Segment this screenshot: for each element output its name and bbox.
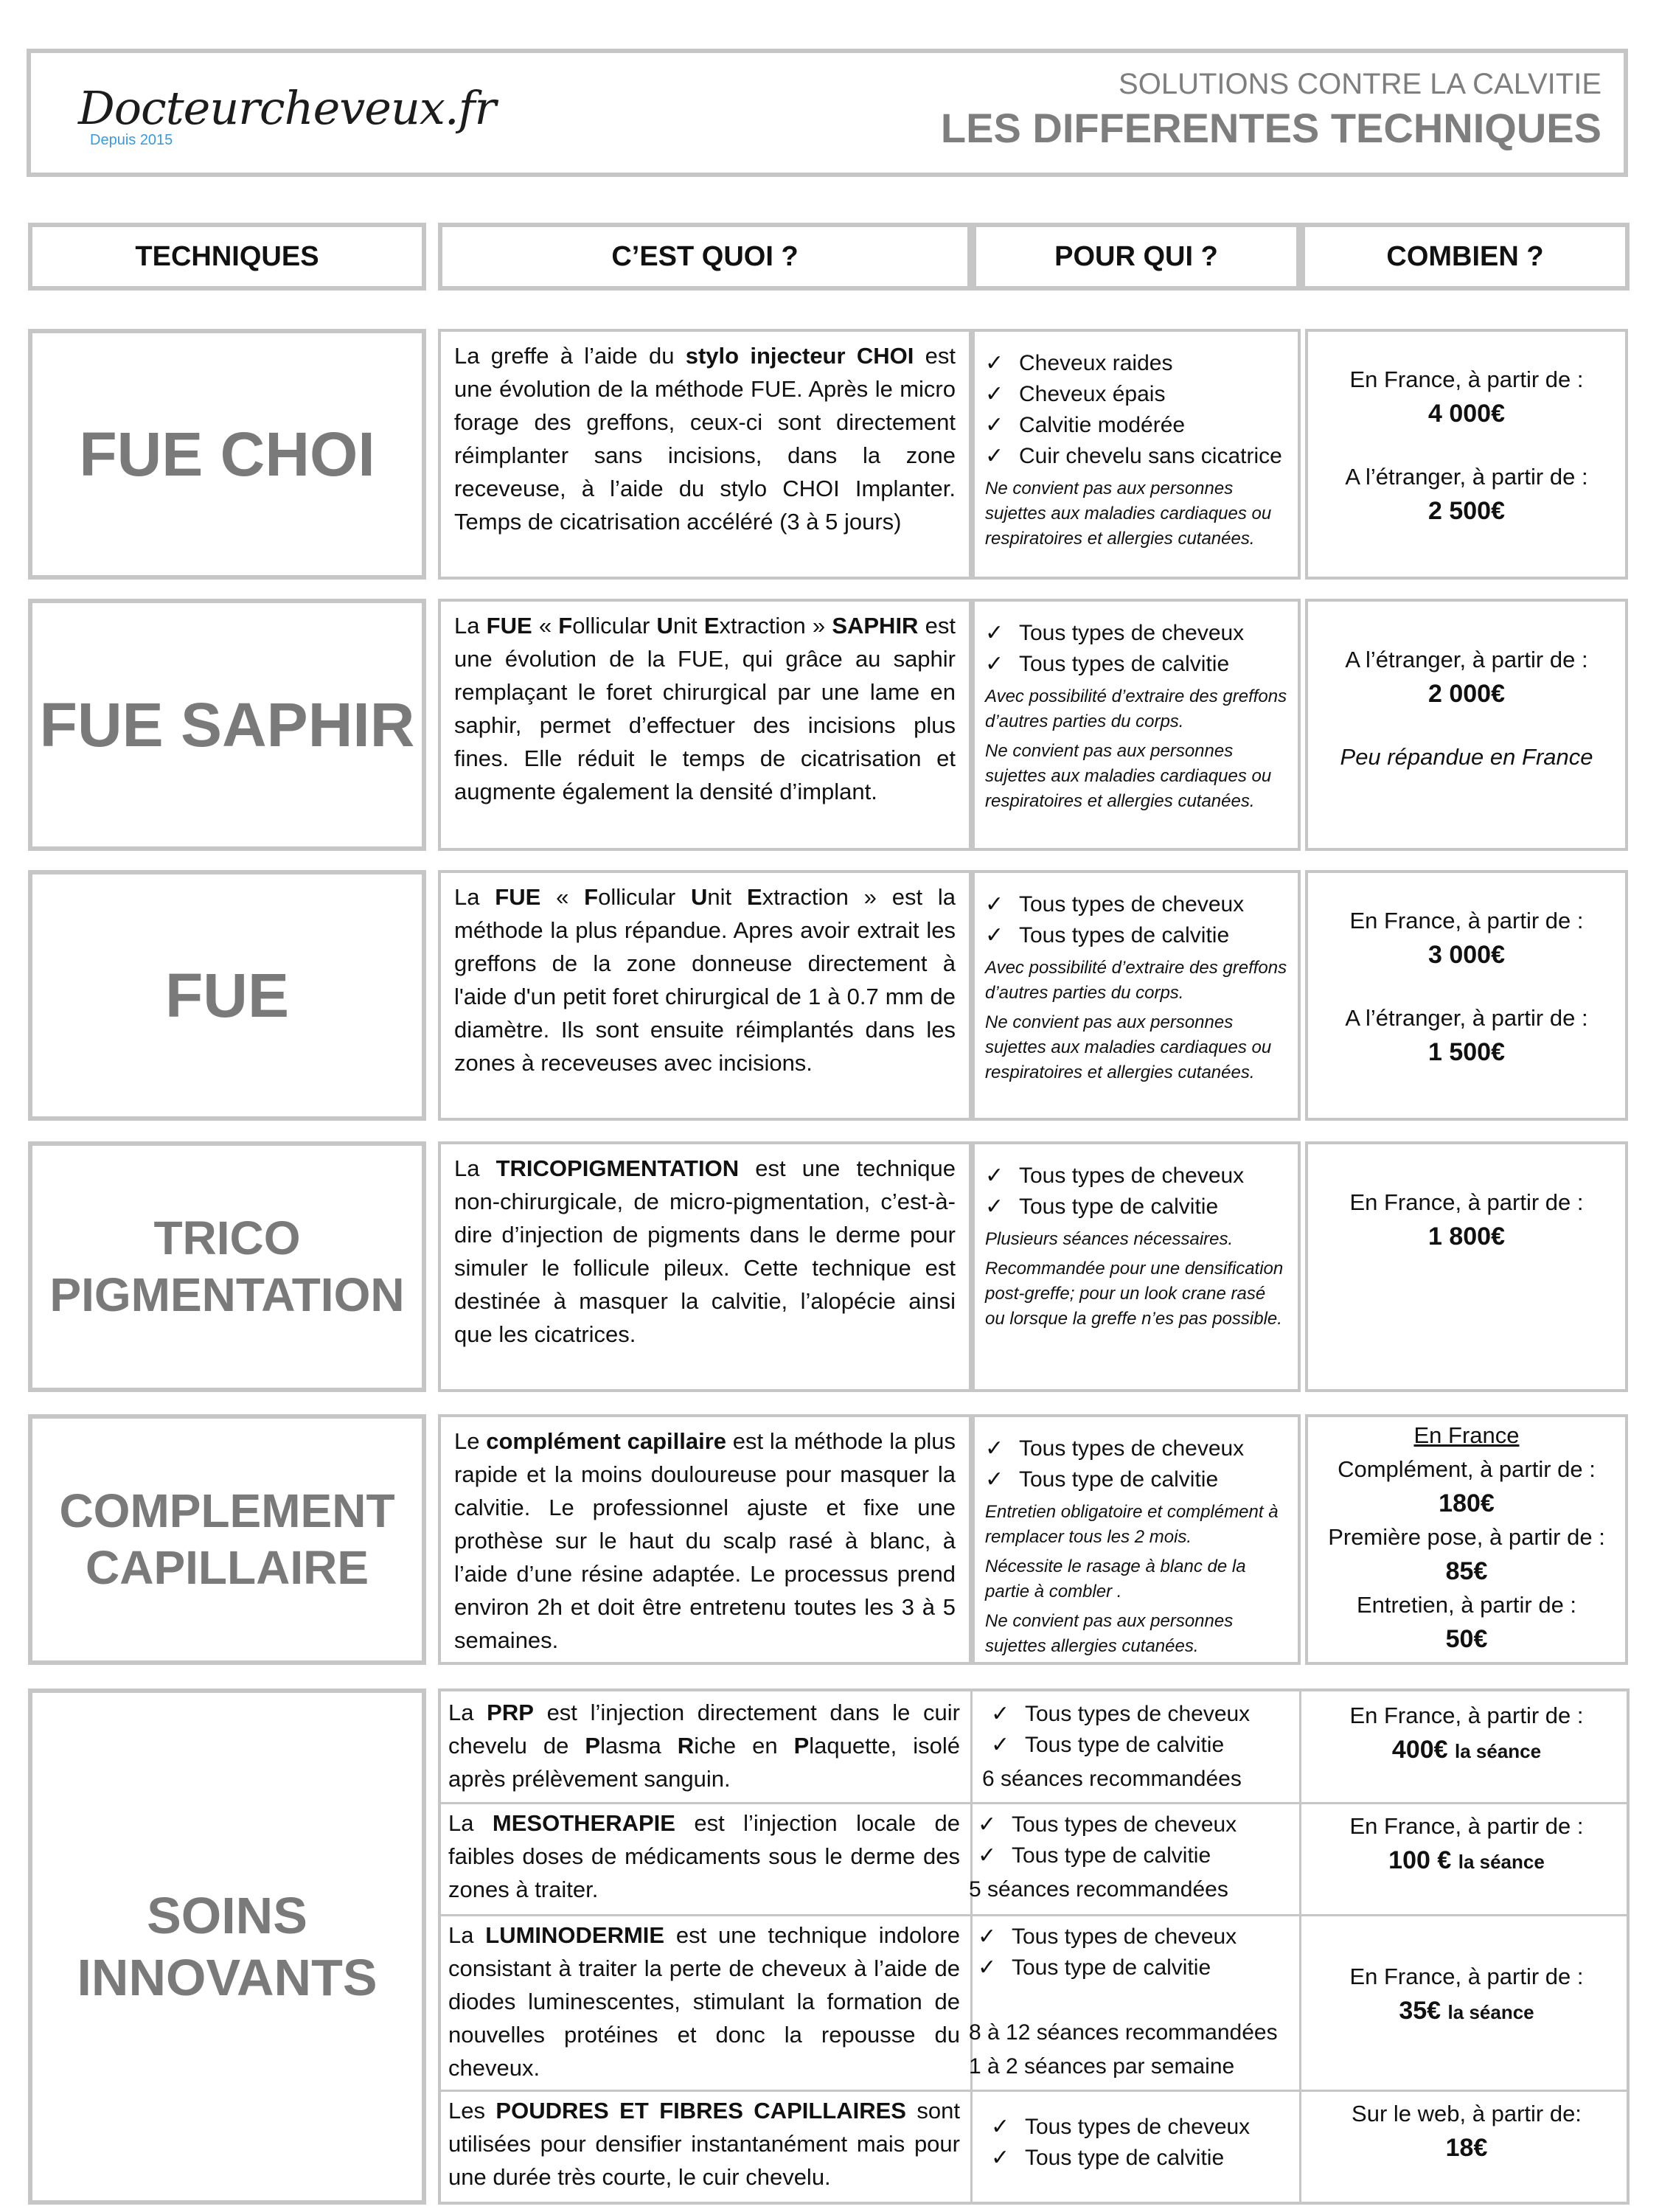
sessions-note: 1 à 2 séances par semaine: [969, 2054, 1235, 2079]
technique-name-4: TRICO PIGMENTATION: [28, 1141, 426, 1392]
check-item: [991, 2112, 1308, 2143]
soins-description: Les POUDRES ET FIBRES CAPILLAIRES sont utilisées pour densifier instantanément mais pour une durée très courte, le cuir chevelu.: [448, 2098, 960, 2190]
price-cell: [1305, 329, 1628, 580]
check-item: [991, 1730, 1308, 1761]
price-label: A l’étranger, à partir de :: [1345, 464, 1588, 490]
price-amount: 85€: [1445, 1557, 1488, 1585]
target-cell: [972, 599, 1301, 851]
check-label: Tous types de cheveux: [1025, 1702, 1251, 1726]
price-gap: [1312, 431, 1621, 460]
price-label: En France, à partir de :: [1349, 1813, 1584, 1839]
check-item: [985, 618, 1289, 649]
target-gap: [978, 1983, 1295, 2014]
price-label: Sur le web, à partir de:: [1352, 2101, 1582, 2126]
check-item: [978, 1952, 1295, 1983]
row-separator: [441, 1802, 1627, 1804]
check-item: [991, 2143, 1308, 2174]
page-title: LES DIFFERENTES TECHNIQUES: [940, 105, 1601, 151]
price-amount: 2 500€: [1428, 497, 1505, 525]
price-label: Complément, à partir de :: [1338, 1456, 1596, 1482]
target-cell: [972, 329, 1301, 580]
target-note: Ne convient pas aux personnes sujettes aux maladies cardiaques ou respiratoires et allergies cutanées.: [985, 1012, 1272, 1082]
check-icon: ✓: [991, 1733, 1010, 1757]
col-header-cost: COMBIEN ?: [1301, 223, 1630, 291]
soins-target: [969, 1809, 1295, 1905]
soins-description: La PRP est l’injection directement dans le cuir chevelu de Plasma Riche en Plaquette, isolé après prélèvement sanguin.: [448, 1700, 960, 1792]
description-cell: [438, 1141, 972, 1392]
check-label: Tous type de calvitie: [1019, 1194, 1219, 1219]
price-label: En France, à partir de :: [1349, 1703, 1584, 1728]
price-value: 18€: [1445, 2134, 1488, 2162]
target-note: Plusieurs séances nécessaires.: [985, 1229, 1234, 1249]
check-label: Cheveux épais: [1019, 382, 1166, 406]
price-block: [1312, 363, 1621, 528]
price-amount: 1 800€: [1428, 1222, 1505, 1251]
description-text: La FUE « Follicular Unit Extraction » SAPHIR est une évolution de la FUE, qui grâce au saphir remplaçant le foret chirurgical par une lame en saphir, permet d’effectuer des incisions plus fines. Elle réduit le temps de cicatrisation et augmente également la densité d’implant.: [454, 613, 956, 804]
check-item: [978, 1809, 1295, 1840]
check-label: Tous types de calvitie: [1019, 652, 1230, 676]
price-label: En France, à partir de :: [1349, 1964, 1584, 1989]
sessions-note: 8 à 12 séances recommandées: [969, 2020, 1278, 2045]
check-item: [978, 1921, 1295, 1952]
price-label: Entretien, à partir de :: [1356, 1592, 1577, 1618]
check-label: Tous type de calvitie: [1025, 2146, 1225, 2170]
target-note: Nécessite le rasage à blanc de la partie à combler .: [985, 1557, 1246, 1601]
price-value: 35€: [1399, 1997, 1441, 2025]
check-icon: ✓: [978, 1955, 997, 1980]
target-note: Ne convient pas aux personnes sujettes allergies cutanées.: [985, 1611, 1234, 1656]
target-cell: [972, 1141, 1301, 1392]
soins-target: [969, 1921, 1295, 2082]
sessions-note: 5 séances recommandées: [969, 1877, 1228, 1902]
check-label: Tous types de cheveux: [1025, 2115, 1251, 2139]
price-amount: [1308, 1843, 1625, 1879]
price-block: [1312, 1419, 1621, 1656]
technique-name-2: FUE SAPHIR: [28, 599, 426, 851]
target-note: Avec possibilité d’extraire des greffons d’autres parties du corps.: [985, 958, 1287, 1003]
soins-price: [1308, 1699, 1625, 1768]
check-item: [985, 441, 1289, 472]
check-item: [985, 649, 1289, 680]
check-label: Cuir chevelu sans cicatrice: [1019, 444, 1282, 468]
price-unit: la séance: [1455, 1740, 1542, 1762]
column-separator: [970, 1691, 973, 2202]
price-label: A l’étranger, à partir de :: [1345, 1005, 1588, 1031]
check-label: Calvitie modérée: [1019, 413, 1186, 437]
check-item: [985, 920, 1289, 951]
price-cell: [1305, 1414, 1628, 1665]
soins-grid: [438, 1688, 1630, 2205]
check-item: [985, 410, 1289, 441]
check-label: Tous types de calvitie: [1019, 923, 1230, 947]
technique-name-soins: SOINS INNOVANTS: [28, 1688, 426, 2205]
target-note: Ne convient pas aux personnes sujettes aux maladies cardiaques ou respiratoires et allergies cutanées.: [985, 479, 1272, 549]
price-value: 400€: [1391, 1736, 1448, 1764]
check-icon: ✓: [985, 351, 1004, 375]
description-cell: [438, 599, 972, 851]
check-label: Tous types de cheveux: [1012, 1812, 1237, 1837]
check-item: [985, 1464, 1289, 1495]
price-note: Peu répandue en France: [1340, 744, 1593, 770]
check-item: [985, 1161, 1289, 1192]
header-banner: [27, 49, 1628, 177]
header-subtitle: SOLUTIONS CONTRE LA CALVITIE: [1119, 68, 1601, 100]
price-block: [1312, 904, 1621, 1069]
price-unit: la séance: [1447, 2001, 1534, 2023]
technique-name-3: FUE: [28, 870, 426, 1121]
check-label: Tous type de calvitie: [1025, 1733, 1225, 1757]
check-label: Tous type de calvitie: [1019, 1467, 1219, 1492]
price-amount: 2 000€: [1428, 680, 1505, 708]
check-item: [985, 348, 1289, 379]
price-label: En France, à partir de :: [1349, 908, 1584, 933]
check-icon: ✓: [985, 1164, 1004, 1188]
soins-price: [1308, 1960, 1625, 2029]
check-label: Tous type de calvitie: [1012, 1843, 1211, 1868]
soins-price: [1308, 1809, 1625, 1879]
soins-description: La LUMINODERMIE est une technique indolore consistant à traiter la perte de cheveux à l’aide de diodes luminescentes, stimulant la formation de nouvelles protéines et donc la repousse du cheveux.: [448, 1922, 960, 2081]
price-block: [1312, 1186, 1621, 1253]
check-icon: ✓: [985, 1467, 1004, 1492]
price-amount: 3 000€: [1428, 941, 1505, 969]
check-icon: ✓: [978, 1843, 997, 1868]
logo-since: Depuis 2015: [90, 132, 173, 148]
price-amount: 4 000€: [1428, 400, 1505, 428]
check-icon: ✓: [985, 621, 1004, 645]
col-header-what: C’EST QUOI ?: [438, 223, 972, 291]
target-cell: [972, 1414, 1301, 1665]
description-text: La greffe à l’aide du stylo injecteur CHOI est une évolution de la méthode FUE. Après le micro forage des greffons, ceux-ci sont directement réimplanter sans incisions, dans la zone receveuse, à l’aide du stylo CHOI Implanter. Temps de cicatrisation accéléré (3 à 5 jours): [454, 343, 956, 535]
check-icon: ✓: [985, 1194, 1004, 1219]
price-amount: [1308, 1733, 1625, 1768]
target-list: [985, 889, 1289, 1085]
check-icon: ✓: [985, 382, 1004, 406]
check-icon: ✓: [978, 1924, 997, 1949]
check-item: [985, 1192, 1289, 1222]
price-unit: la séance: [1458, 1851, 1545, 1873]
check-icon: ✓: [985, 413, 1004, 437]
target-note: Avec possibilité d’extraire des greffons d’autres parties du corps.: [985, 686, 1287, 731]
target-note: Recommandée pour une densification post-greffe; pour un look crane rasé ou lorsque la greffe n’es pas possible.: [985, 1259, 1284, 1329]
check-label: Cheveux raides: [1019, 351, 1173, 375]
price-amount: 50€: [1445, 1625, 1488, 1653]
description-text: La TRICOPIGMENTATION est une technique non-chirurgicale, de micro-pigmentation, c’est-à-dire d’injection de pigments dans le derme pour simuler le follicule pileux. Cette technique est destinée à masquer la calvitie, l’alopécie ainsi que les cicatrices.: [454, 1155, 956, 1347]
technique-name-5: COMPLEMENT CAPILLAIRE: [28, 1414, 426, 1665]
target-cell: [972, 870, 1301, 1121]
check-icon: ✓: [985, 1436, 1004, 1461]
soins-price: [1308, 2097, 1625, 2165]
price-label: En France, à partir de :: [1349, 366, 1584, 392]
price-label: En France, à partir de :: [1349, 1189, 1584, 1215]
check-icon: ✓: [991, 2146, 1010, 2170]
check-icon: ✓: [985, 652, 1004, 676]
logo: [78, 81, 495, 149]
technique-name-1: FUE CHOI: [28, 329, 426, 580]
price-cell: [1305, 1141, 1628, 1392]
check-icon: ✓: [978, 1812, 997, 1837]
check-icon: ✓: [991, 2115, 1010, 2139]
price-gap: [1312, 711, 1621, 740]
description-cell: [438, 1414, 972, 1665]
check-item: [978, 1840, 1295, 1871]
check-item: [985, 1433, 1289, 1464]
price-cell: [1305, 599, 1628, 851]
target-list: [985, 1433, 1289, 1659]
check-item: [985, 889, 1289, 920]
target-list: [985, 618, 1289, 814]
check-label: Tous types de cheveux: [1019, 892, 1245, 917]
price-amount: 180€: [1439, 1489, 1495, 1517]
description-cell: [438, 870, 972, 1121]
target-list: [985, 348, 1289, 552]
description-text: Le complément capillaire est la méthode la plus rapide et la moins douloureuse pour masquer la calvitie. Le professionnel ajuste et fixe une prothèse sur le haut du scalp rasé à blanc, à l’aide d’une résine adaptée. Le processus prend environ 2h et doit être entretenu toutes les 3 à 5 semaines.: [454, 1428, 956, 1653]
logo-name: Docteurcheveux.fr: [78, 81, 496, 135]
check-item: [985, 379, 1289, 410]
description-text: La FUE « Follicular Unit Extraction » est la méthode la plus répandue. Apres avoir extrait les greffons de la zone donneuse directement à l'aide d'un petit foret chirurgical de 1 à 0.7 mm de diamètre. Ils sont ensuite réimplantés dans les zones à receveuses avec incisions.: [454, 884, 956, 1076]
check-label: Tous type de calvitie: [1012, 1955, 1211, 1980]
price-heading: En France: [1413, 1422, 1520, 1448]
header-titles: [941, 68, 1601, 152]
check-label: Tous types de cheveux: [1019, 1436, 1245, 1461]
check-item: [991, 1699, 1308, 1730]
target-list: [985, 1161, 1289, 1332]
row-separator: [441, 1914, 1627, 1916]
price-amount: [1308, 1994, 1625, 2029]
soins-target: [982, 1699, 1308, 1795]
check-icon: ✓: [991, 1702, 1010, 1726]
price-cell: [1305, 870, 1628, 1121]
col-header-techniques: TECHNIQUES: [28, 223, 426, 291]
check-icon: ✓: [985, 923, 1004, 947]
soins-target: [991, 2112, 1308, 2174]
check-label: Tous types de cheveux: [1019, 1164, 1245, 1188]
price-value: 100 €: [1388, 1846, 1452, 1874]
price-label: Première pose, à partir de :: [1328, 1524, 1605, 1550]
check-icon: ✓: [985, 892, 1004, 917]
price-amount: 1 500€: [1428, 1038, 1505, 1066]
col-header-who: POUR QUI ?: [972, 223, 1301, 291]
row-separator: [441, 2090, 1627, 2092]
soins-description: La MESOTHERAPIE est l’injection locale de faibles doses de médicaments sous le derme des zones à traiter.: [448, 1810, 960, 1902]
check-label: Tous types de cheveux: [1012, 1924, 1237, 1949]
description-cell: [438, 329, 972, 580]
check-icon: ✓: [985, 444, 1004, 468]
target-note: Entretien obligatoire et complément à remplacer tous les 2 mois.: [985, 1502, 1279, 1547]
check-label: Tous types de cheveux: [1019, 621, 1245, 645]
price-block: [1312, 643, 1621, 774]
sessions-note: 6 séances recommandées: [982, 1767, 1242, 1791]
price-label: A l’étranger, à partir de :: [1345, 647, 1588, 672]
price-gap: [1312, 972, 1621, 1001]
target-note: Ne convient pas aux personnes sujettes aux maladies cardiaques ou respiratoires et allergies cutanées.: [985, 741, 1272, 811]
price-amount: [1308, 2131, 1625, 2165]
